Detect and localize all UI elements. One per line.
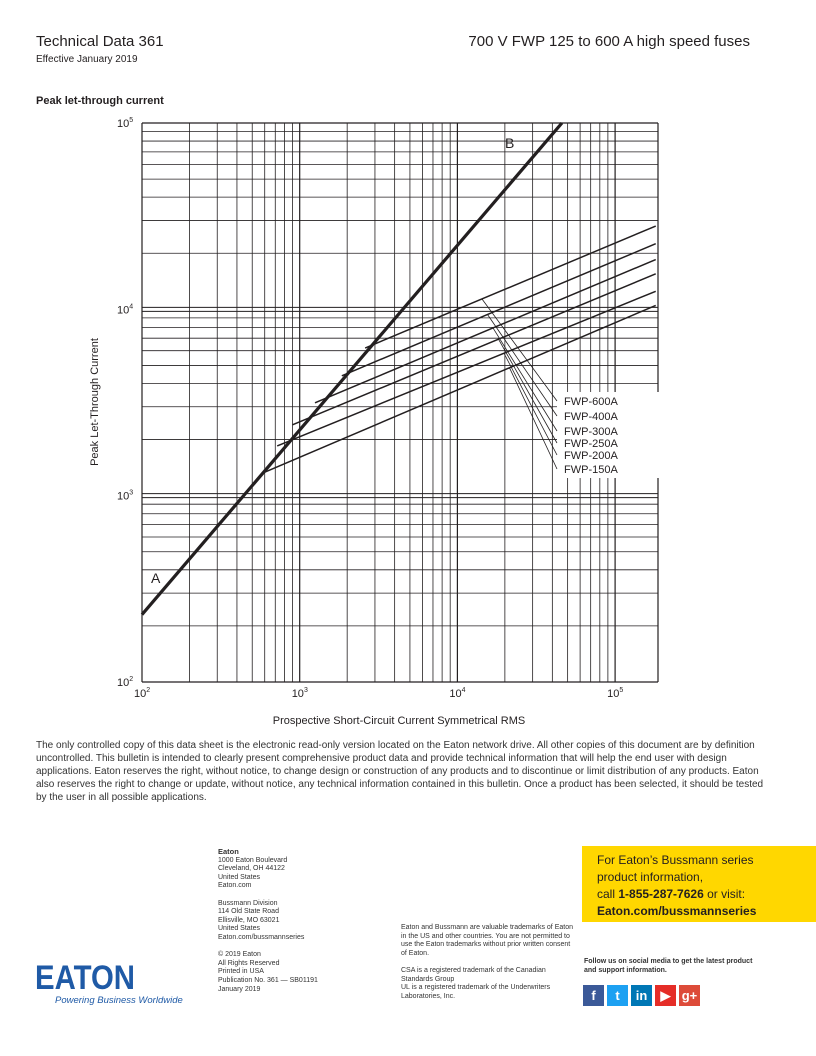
address-line: United States [218, 873, 261, 881]
twitter-icon[interactable]: t [607, 985, 628, 1006]
label-b: B [505, 135, 515, 151]
x-tick-label: $10^4$ [449, 687, 466, 700]
company-address [218, 848, 388, 994]
division-line: 114 Old State Road [218, 908, 279, 916]
address-link[interactable]: Eaton.com [218, 882, 252, 890]
disclaimer-text: The only controlled copy of this data sheet is the electronic read-only version located on the Eaton network drive. All other copies of this document are by definition uncontrolled. This bulletin is intended to clearly present comprehensive product data and provide technical information that will help the end user with design applications. Eaton reserves the right, without notice, to change design or construction of any products and to discontinue or limit distribution of any products. Eaton also reserves the right to change or update, without notice, any technical information contained in this bulletin. Once a product has been selected, it should be tested by the user in all possible applications. [36, 740, 764, 803]
series-line-fwp-600a [365, 226, 656, 348]
copyright-line: Printed in USA [218, 968, 264, 976]
legend-label: FWP-150A [564, 464, 618, 476]
x-tick-label: $10^3$ [291, 687, 308, 700]
googleplus-icon[interactable]: g+ [679, 985, 700, 1006]
peak-let-through-chart [0, 110, 816, 735]
copyright-line: January 2019 [218, 985, 261, 993]
division-link[interactable]: Eaton.com/bussmannseries [218, 933, 305, 941]
contact-callout [582, 846, 816, 922]
division-line: United States [218, 925, 261, 933]
legend-leader-line [499, 339, 558, 443]
facebook-icon[interactable]: f [583, 985, 604, 1006]
series-line-fwp-300a [315, 260, 656, 403]
division-line: Bussmann Division [218, 899, 278, 907]
label-a: A [151, 570, 161, 586]
effective-date: Effective January 2019 [36, 54, 138, 65]
x-tick-label: $10^2$ [134, 687, 151, 700]
logo-wordmark: EATON [35, 959, 135, 997]
legend-label: FWP-600A [564, 396, 618, 408]
youtube-icon[interactable]: ▶ [655, 985, 676, 1006]
legend-leader-line [493, 328, 557, 431]
eaton-tagline: Powering Business Worldwide [55, 995, 183, 1006]
legend-leader-line [482, 299, 557, 401]
product-title: 700 V FWP 125 to 600 A high speed fuses [468, 33, 750, 50]
address-line: Cleveland, OH 44122 [218, 865, 285, 873]
y-tick-label: $10^5$ [117, 117, 134, 130]
phone-number[interactable]: 1-855-287-7626 [618, 887, 704, 901]
section-title: Peak let-through current [36, 95, 164, 107]
company-name: Eaton [218, 847, 239, 856]
csa-text: CSA is a registered trademark of the Canadian Standards Group [401, 966, 546, 983]
cta-line: For Eaton’s Bussmann series [597, 853, 754, 867]
ul-text: UL is a registered trademark of the Underwriters Laboratories, Inc. [401, 984, 551, 1000]
x-tick-label: $10^5$ [607, 687, 624, 700]
reference-line-ab [142, 123, 562, 615]
document-title: Technical Data 361 [36, 33, 164, 50]
legend-label: FWP-200A [564, 450, 618, 462]
x-axis-label: Prospective Short-Circuit Current Symmetrical RMS [272, 715, 526, 727]
trademark-text: Eaton and Bussmann are valuable trademarks of Eaton in the US and other countries. You are not permitted to use the Eaton trademarks without prior written consent of Eaton. [401, 924, 573, 957]
linkedin-icon[interactable]: in [631, 985, 652, 1006]
website-link[interactable]: Eaton.com/bussmannseries [597, 904, 757, 918]
y-tick-label: $10^3$ [117, 489, 134, 503]
trademark-notes [401, 924, 576, 1001]
copyright-line: Publication No. 361 — SB01191 [218, 976, 318, 984]
social-links [583, 985, 700, 1006]
address-line: 1000 Eaton Boulevard [218, 856, 288, 864]
y-tick-label: $10^4$ [117, 303, 134, 317]
copyright-line: All Rights Reserved [218, 959, 280, 967]
legend-label: FWP-300A [564, 426, 618, 438]
legend-label: FWP-250A [564, 438, 618, 450]
y-axis-label: Peak Let-Through Current [89, 338, 101, 466]
y-tick-label: $10^2$ [117, 676, 134, 689]
legend-label: FWP-400A [564, 411, 618, 423]
legend-leader-line [510, 368, 558, 469]
cta-line: or visit: [703, 887, 746, 901]
copyright-line: © 2019 Eaton [218, 951, 261, 959]
social-prompt: Follow us on social media to get the latest product and support information. [584, 958, 753, 974]
cta-line: product information, [597, 870, 704, 884]
cta-line: call [597, 887, 619, 901]
eaton-logo [35, 959, 135, 997]
division-line: Ellisville, MO 63021 [218, 916, 280, 924]
